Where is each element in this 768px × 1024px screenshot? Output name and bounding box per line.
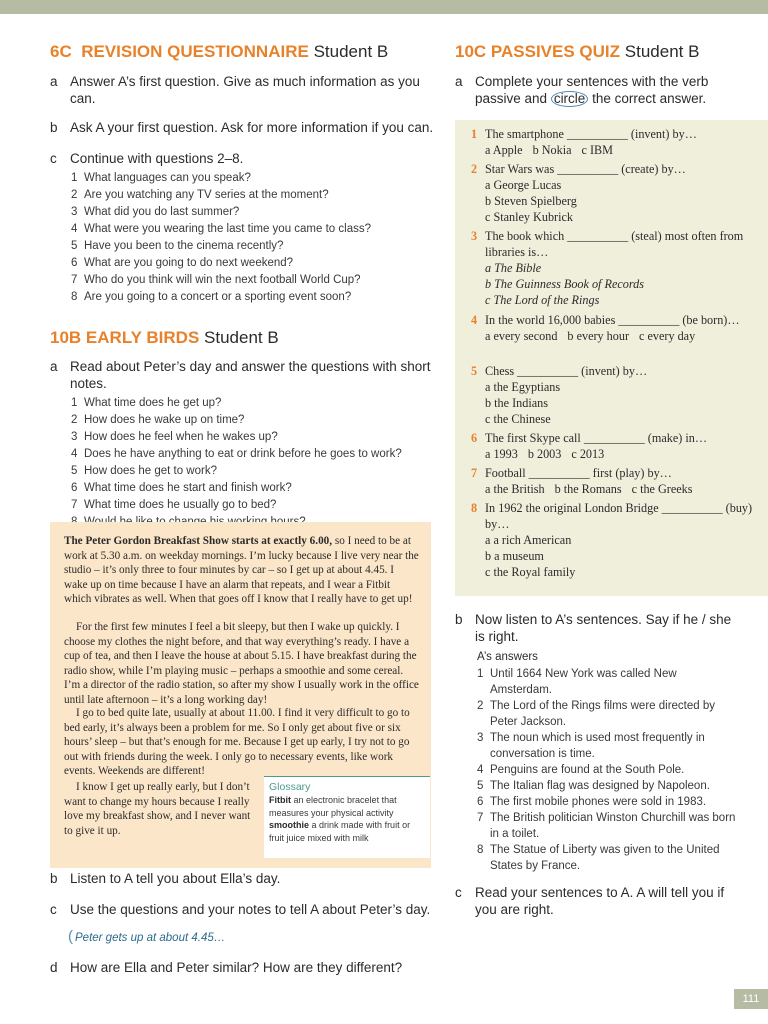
task-10c-a: a Complete your sentences with the verb passive and circle the correct answer. bbox=[455, 74, 709, 106]
section-10b-title: 10B EARLY BIRDS Student B bbox=[50, 328, 279, 347]
list-item: 3 What did you do last summer? bbox=[71, 206, 240, 218]
task-10c-c: c Read your sentences to A. A will tell you if you are right. bbox=[455, 885, 725, 917]
answers-list bbox=[455, 666, 740, 874]
list-item: 8 Are you going to a concert or a sporting event soon? bbox=[71, 291, 352, 303]
questions-10b bbox=[50, 395, 435, 531]
quiz-item-2: 2 Star Wars was __________ (create) by… a George Lucas b Steven Spielberg c Stanley Kubrick bbox=[471, 162, 686, 224]
list-item: 4 What were you wearing the last time you came to class? bbox=[71, 223, 371, 235]
section-6c-title: 6C REVISION QUESTIONNAIRE Student B bbox=[50, 42, 389, 61]
list-item: 6 What are you going to do next weekend? bbox=[71, 257, 294, 269]
list-item: 8 The Statue of Liberty was given to the United States by France. bbox=[477, 844, 720, 872]
list-item: 3 The noun which is used most frequently in conversation is time. bbox=[477, 732, 705, 760]
list-item: 1 Until 1664 New York was called New Amsterdam. bbox=[477, 668, 677, 696]
quiz-item-5: 5 Chess __________ (invent) by… a the Egyptians b the Indians c the Chinese bbox=[471, 364, 648, 426]
task-6c-b: b Ask A your first question. Ask for more information if you can. bbox=[50, 120, 434, 135]
task-10c-b: b Now listen to A’s sentences. Say if he / she is right. bbox=[455, 612, 732, 644]
lower-tasks-10b bbox=[50, 870, 440, 976]
section-10c-title: 10C PASSIVES QUIZ Student B bbox=[455, 42, 700, 61]
list-item: 5 Have you been to the cinema recently? bbox=[71, 240, 284, 252]
reading-paragraph-2: For the first few minutes I feel a bit sleepy, but then I wake up quickly. I choose my clothes the night before, and that way everything’s ready. I have a cup of tea, and then I leave the house at about 5.15. I have breakfast during the radio show, while I’m playing music – perhaps a smoothie and some cereal. I’m a director of the radio station, so after my show I usually work in the office until late afternoon – it’s a long working day! bbox=[64, 621, 419, 706]
list-item: 5 The Italian flag was designed by Napoleon. bbox=[477, 780, 710, 792]
circled-word: circle bbox=[551, 91, 589, 107]
task-10b-c: c Use the questions and your notes to tell A about Peter’s day. bbox=[50, 902, 431, 917]
reading-paragraph-4: I know I get up really early, but I don’t want to change my hours because I really love my breakfast show, and I never want to give it up. bbox=[64, 781, 251, 837]
list-item: 6 The first mobile phones were sold in 1983. bbox=[477, 796, 707, 808]
quiz-item-6: 6 The first Skype call __________ (make) in… a 1993 b 2003 c 2013 bbox=[471, 431, 708, 461]
page-number: 111 bbox=[734, 989, 768, 1009]
left-column bbox=[50, 40, 435, 531]
bracket-mark: ( bbox=[68, 928, 73, 945]
list-item: 4 Penguins are found at the South Pole. bbox=[477, 764, 685, 776]
list-item: 7 Who do you think will win the next football World Cup? bbox=[71, 274, 361, 286]
quiz-item-3: 3 The book which __________ (steal) most often from libraries is… a The Bible b The Guinness Book of Records c The Lord of the Rings bbox=[471, 229, 744, 307]
task-10b-d: d How are Ella and Peter similar? How are they different? bbox=[50, 960, 403, 975]
list-item: 2 The Lord of the Rings films were directed by Peter Jackson. bbox=[477, 700, 715, 728]
quiz-item-1: 1 The smartphone __________ (invent) by… a Apple b Nokia c IBM bbox=[471, 127, 697, 157]
right-column bbox=[455, 40, 735, 107]
list-item: 3 How does he feel when he wakes up? bbox=[71, 431, 278, 443]
list-item: 7 What time does he usually go to bed? bbox=[71, 499, 277, 511]
task-10b-a: a Read about Peter’s day and answer the questions with short notes. bbox=[50, 359, 431, 391]
reading-paragraph-1: The Peter Gordon Breakfast Show starts at exactly 6.00, so I need to be at work at 5.30 a.m. on weekday mornings. I’m lucky because I live very near the studio – it’s only three to four minutes by car – so I get up at about 4.45. I wake up on time because I have an alarm that repeats, and I wear a Fitbit which vibrates as well. When that goes off I know that I really have to get up! bbox=[64, 535, 419, 606]
answers-heading: A’s answers bbox=[477, 651, 538, 663]
quiz-item-8: 8 In 1962 the original London Bridge __________ (buy) by… a a rich American b a museum c the Royal family bbox=[471, 501, 753, 579]
task-10b-b: b Listen to A tell you about Ella’s day. bbox=[50, 871, 281, 886]
questions-6c bbox=[50, 170, 435, 306]
example-answer: ( Peter gets up at about 4.45… bbox=[68, 928, 226, 945]
glossary-title: Glossary bbox=[269, 781, 311, 793]
glossary-box bbox=[264, 776, 430, 858]
quiz-item-4: 4 In the world 16,000 babies __________ (be born)… a every second b every hour c every day bbox=[471, 313, 740, 343]
list-item: 1 What languages can you speak? bbox=[71, 172, 251, 184]
glossary-entry: smoothie a drink made with fruit or fruit juice mixed with milk bbox=[269, 820, 411, 843]
list-item: 1 What time does he get up? bbox=[71, 397, 222, 409]
task-6c-a: a Answer A’s first question. Give as much information as you can. bbox=[50, 74, 420, 106]
reading-paragraph-3: I go to bed quite late, usually at about 11.00. I find it very difficult to go to bed early, it’s always been a problem for me. So I only get about five or six hours’ sleep – but that’s enough for me. Because I get up early, I try not to go out with friends during the week. I only go to necessary events, like work events. Weekends are different! bbox=[64, 707, 410, 778]
list-item: 7 The British politician Winston Churchill was born in a toilet. bbox=[477, 812, 736, 840]
list-item: 4 Does he have anything to eat or drink before he goes to work? bbox=[71, 448, 402, 460]
list-item: 5 How does he get to work? bbox=[71, 465, 217, 477]
quiz-box bbox=[455, 120, 768, 596]
list-item: 2 How does he wake up on time? bbox=[71, 414, 245, 426]
task-6c-c: c Continue with questions 2–8. bbox=[50, 151, 244, 166]
reading-text-box bbox=[50, 522, 431, 868]
list-item: 2 Are you watching any TV series at the moment? bbox=[71, 189, 329, 201]
top-band bbox=[0, 0, 768, 14]
quiz-item-7: 7 Football __________ first (play) by… a the British b the Romans c the Greeks bbox=[471, 466, 693, 496]
glossary-entry: Fitbit an electronic bracelet that measures your physical activity bbox=[269, 795, 397, 818]
list-item: 6 What time does he start and finish work? bbox=[71, 482, 292, 494]
answers-section bbox=[455, 611, 740, 918]
